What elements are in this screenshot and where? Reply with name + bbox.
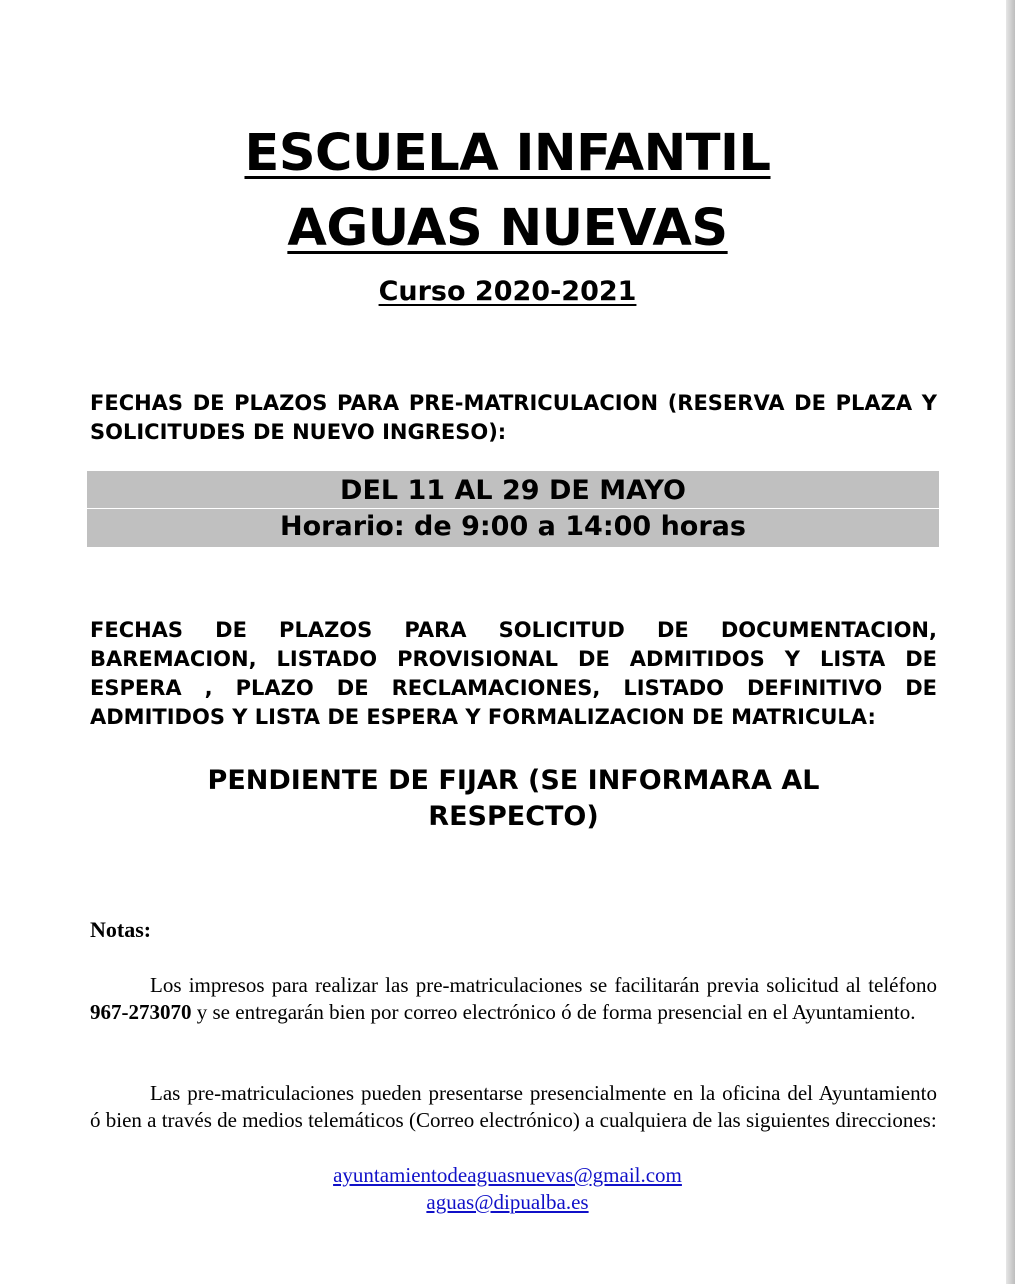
pending-notice <box>90 763 937 835</box>
title-line-1: ESCUELA INFANTIL <box>244 124 771 183</box>
prematricula-hours: Horario: de 9:00 a 14:00 horas <box>280 511 746 542</box>
prematricula-heading: FECHAS DE PLAZOS PARA PRE-MATRICULACION (RESERVA DE PLAZA Y SOLICITUDES DE NUEVO INGRESO): <box>90 391 937 444</box>
phone-number: 967-273070 <box>90 1000 192 1024</box>
notes-paragraph-1 <box>90 972 937 1026</box>
page-edge-shadow <box>1006 0 1015 1284</box>
prematricula-dates: DEL 11 AL 29 DE MAYO <box>340 475 686 506</box>
documentation-heading: FECHAS DE PLAZOS PARA SOLICITUD DE DOCUMENTACION, BAREMACION, LISTADO PROVISIONAL DE ADMITIDOS Y LISTA DE ESPERA , PLAZO DE RECLAMACIONES, LISTADO DEFINITIVO DE ADMITIDOS Y LISTA DE ESPERA Y FORMALIZACION DE MATRICULA: <box>90 618 937 729</box>
pending-line-1: PENDIENTE DE FIJAR (SE INFORMARA AL <box>207 765 820 796</box>
notes-label: Notas: <box>90 917 152 942</box>
course-subtitle: Curso 2020-2021 <box>378 276 637 307</box>
email-link-dipualba[interactable]: aguas@dipualba.es <box>426 1190 589 1214</box>
paragraph-1-text-b: y se entregarán bien por correo electrónico ó de forma presencial en el Ayuntamiento. <box>196 1000 916 1024</box>
title-line-2: AGUAS NUEVAS <box>287 199 728 258</box>
notes-paragraph-2: Las pre-matriculaciones pueden presentarse presencialmente en la oficina del Ayuntamiento ó bien a través de medios telemáticos (Correo electrónico) a cualquiera de las siguientes direcciones: <box>90 1081 937 1132</box>
highlight-divider <box>87 508 939 509</box>
paragraph-1-text-a: Los impresos para realizar las pre-matriculaciones se facilitarán previa solicitud al teléfono <box>150 973 937 997</box>
email-link-ayuntamiento[interactable]: ayuntamientodeaguasnuevas@gmail.com <box>333 1163 682 1187</box>
pending-line-2: RESPECTO) <box>428 801 599 832</box>
date-highlight-box <box>87 471 939 547</box>
